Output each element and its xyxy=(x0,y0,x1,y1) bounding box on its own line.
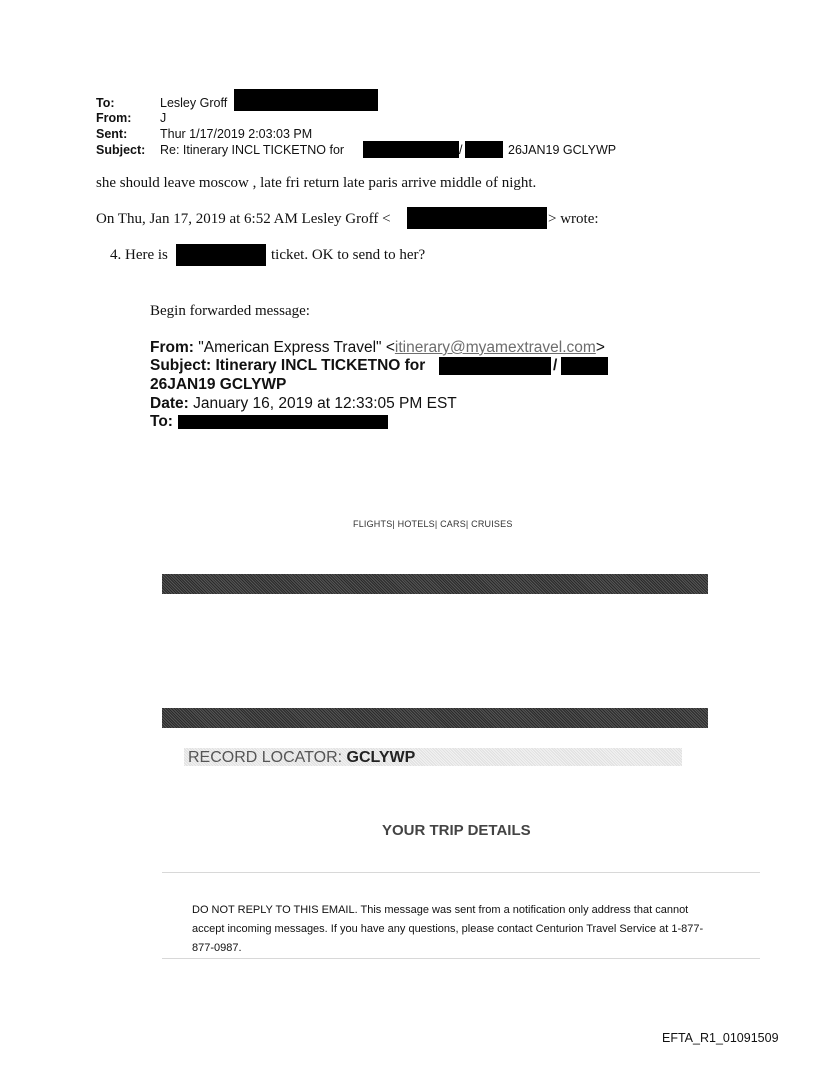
redaction-block xyxy=(407,207,547,229)
redaction-block xyxy=(465,141,503,158)
from-label: From: xyxy=(96,111,132,125)
record-locator-label: RECORD LOCATOR: xyxy=(188,749,343,766)
record-locator xyxy=(188,749,415,767)
forwarded-from-close: > xyxy=(595,339,605,356)
list-item-suffix: ticket. OK to send to her? xyxy=(271,247,426,263)
trip-details-heading: YOUR TRIP DETAILS xyxy=(382,822,531,839)
do-not-reply-notice: DO NOT REPLY TO THIS EMAIL. This message was sent from a notification only address that cannot accept incoming messages. If you have any questions, please contact Centurion Travel Service at 1-877-877-0987. xyxy=(192,904,704,954)
subject-suffix: 26JAN19 GCLYWP xyxy=(508,143,617,157)
forwarded-date-line xyxy=(150,395,457,413)
document-id: EFTA_R1_01091509 xyxy=(662,1031,779,1045)
forwarded-intro: Begin forwarded message: xyxy=(150,303,310,319)
forwarded-date-label: Date: xyxy=(150,395,189,412)
redaction-block xyxy=(439,357,551,375)
sender-email-link[interactable]: itinerary@myamextravel.com xyxy=(394,339,596,356)
reply-line: she should leave moscow , late fri return late paris arrive middle of night. xyxy=(96,175,537,191)
redaction-block xyxy=(178,415,388,429)
quote-intro: On Thu, Jan 17, 2019 at 6:52 AM Lesley Groff < xyxy=(96,211,391,227)
quote-intro-suffix: > wrote: xyxy=(548,211,599,227)
forwarded-from-line xyxy=(150,339,605,357)
to-label: To: xyxy=(96,96,115,110)
redaction-block xyxy=(363,141,459,158)
forwarded-from-label: From: xyxy=(150,339,194,356)
list-item-prefix: 4. Here is xyxy=(110,247,168,263)
forwarded-subject-label: Subject: Itinerary INCL TICKETNO for xyxy=(150,357,426,374)
subject-slash: / xyxy=(459,143,463,157)
forwarded-date-value: January 16, 2019 at 12:33:05 PM EST xyxy=(193,395,457,412)
hatched-banner-bottom xyxy=(162,708,708,728)
forwarded-subject-slash: / xyxy=(553,357,558,374)
sent-value: Thur 1/17/2019 2:03:03 PM xyxy=(160,127,313,141)
redaction-block xyxy=(234,89,378,111)
divider xyxy=(162,872,760,873)
subject-label: Subject: xyxy=(96,143,146,157)
subject-prefix: Re: Itinerary INCL TICKETNO for xyxy=(160,143,345,157)
redaction-block xyxy=(561,357,608,375)
record-locator-value: GCLYWP xyxy=(346,749,416,766)
redaction-block xyxy=(176,244,266,266)
hatched-banner-top xyxy=(162,574,708,594)
from-value: J xyxy=(160,111,167,125)
forwarded-to-label: To: xyxy=(150,413,173,430)
sent-label: Sent: xyxy=(96,127,128,141)
to-value: Lesley Groff xyxy=(160,96,228,110)
forwarded-subject-line2: 26JAN19 GCLYWP xyxy=(150,376,287,393)
forwarded-from-name: "American Express Travel" < xyxy=(198,339,395,356)
travel-nav-links[interactable]: FLIGHTS| HOTELS| CARS| CRUISES xyxy=(353,519,513,529)
divider xyxy=(162,958,760,959)
